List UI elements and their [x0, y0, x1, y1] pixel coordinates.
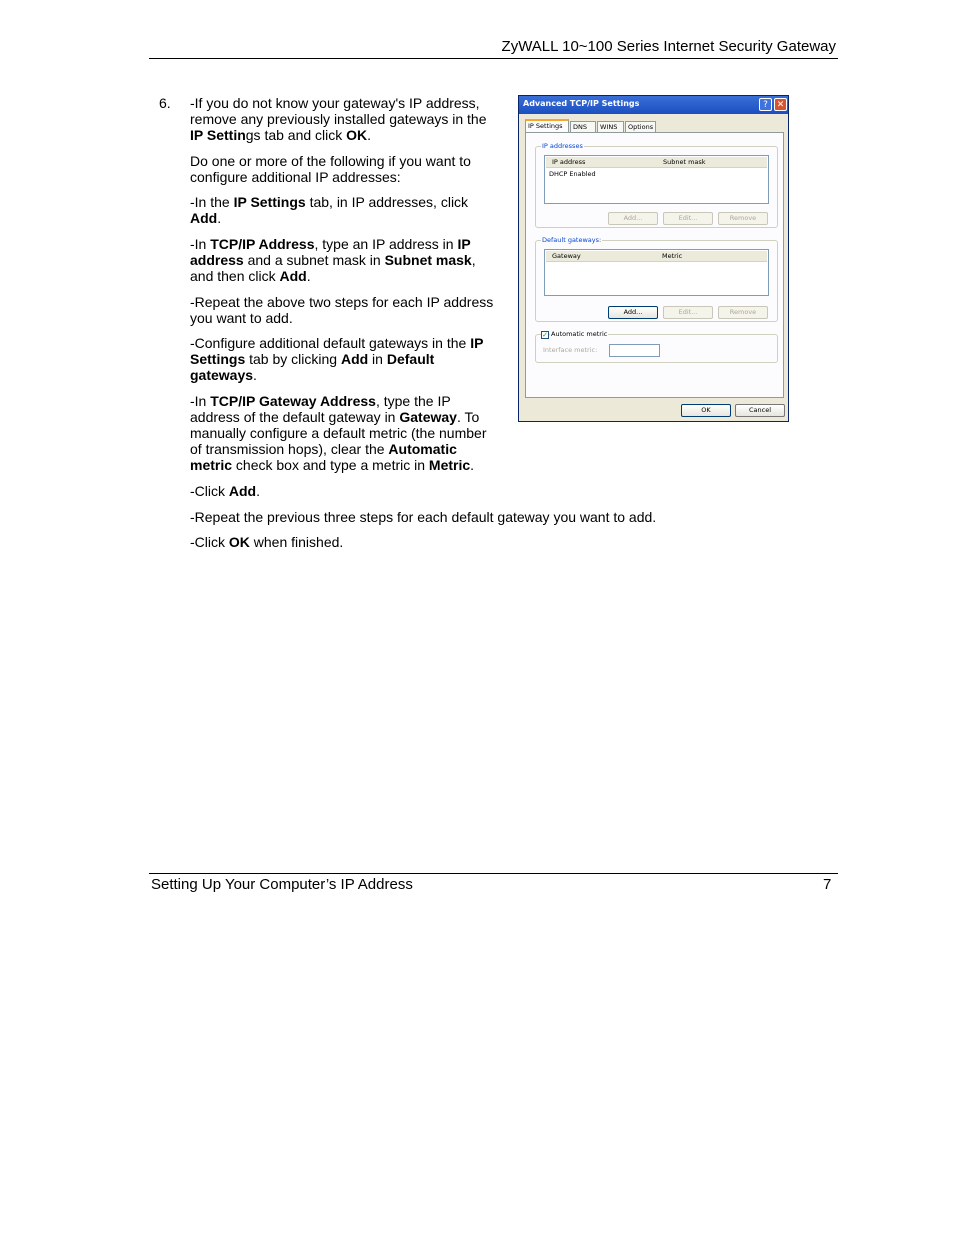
paragraph-repeat-ip: -Repeat the above two steps for each IP address you want to add. [190, 294, 494, 326]
tab-wins[interactable]: WINS [597, 121, 624, 132]
cancel-button[interactable]: Cancel [735, 404, 785, 417]
close-icon[interactable]: ✕ [774, 98, 787, 111]
step-number: 6. [159, 95, 171, 111]
interface-metric-input[interactable] [609, 344, 660, 357]
paragraph-gateway-address: -In TCP/IP Gateway Address, type the IP address of the default gateway in Gateway. To manually configure a default metric (the number of transmission hops), clear the Automatic metric check box and type a metric in Metric. [190, 393, 487, 473]
paragraph-configure-gateways: -Configure additional default gateways in the IP Settings tab by clicking Add in Default gateways. [190, 335, 484, 383]
paragraph-click-add: -Click Add. [190, 483, 260, 499]
paragraph-repeat-gateways: -Repeat the previous three steps for each default gateway you want to add. [190, 509, 657, 525]
col-gateway[interactable]: Gateway [552, 252, 581, 260]
automatic-metric-checkbox[interactable]: ✓ [542, 331, 548, 339]
help-icon[interactable]: ? [759, 98, 772, 111]
interface-metric-label: Interface metric: [543, 346, 598, 354]
paragraph-tcpip-address: -In TCP/IP Address, type an IP address in IP address and a subnet mask in Subnet mask, and then click Add. [190, 236, 476, 284]
automatic-metric-group [535, 330, 778, 363]
tab-options[interactable]: Options [625, 121, 656, 132]
list-item[interactable]: DHCP Enabled [549, 170, 596, 178]
tab-ip-settings[interactable]: IP Settings [525, 119, 569, 133]
paragraph-remove-gateways: -If you do not know your gateway's IP address, remove any previously installed gateways in the IP Settings tab and click OK. [190, 95, 487, 143]
footer-section-title: Setting Up Your Computer’s IP Address [151, 876, 413, 893]
ip-addresses-label: IP addresses [542, 142, 583, 150]
paragraph-do-one-or-more: Do one or more of the following if you want to configure additional IP addresses: [190, 153, 471, 185]
ip-addresses-group [535, 142, 778, 228]
footer-rule [149, 873, 838, 874]
gateway-list[interactable] [544, 249, 769, 296]
col-metric[interactable]: Metric [662, 252, 683, 260]
page-number: 7 [823, 876, 832, 893]
gateway-remove-button[interactable]: Remove [718, 306, 768, 319]
ip-list-header [546, 157, 767, 168]
automatic-metric-label: Automatic metric [551, 330, 608, 338]
gateway-add-button[interactable]: Add... [608, 306, 658, 319]
gateway-list-header [546, 251, 767, 262]
col-subnet-mask[interactable]: Subnet mask [663, 158, 706, 166]
ip-address-list[interactable] [544, 155, 769, 204]
ip-edit-button[interactable]: Edit... [663, 212, 713, 225]
advanced-tcpip-dialog [518, 95, 789, 422]
ok-button[interactable]: OK [681, 404, 731, 417]
ip-add-button[interactable]: Add... [608, 212, 658, 225]
paragraph-click-ok: -Click OK when finished. [190, 534, 344, 550]
running-header: ZyWALL 10~100 Series Internet Security Gateway [501, 38, 836, 55]
default-gateways-label: Default gateways: [542, 236, 602, 244]
ip-remove-button[interactable]: Remove [718, 212, 768, 225]
gateway-edit-button[interactable]: Edit... [663, 306, 713, 319]
paragraph-ip-settings-add: -In the IP Settings tab, in IP addresses, click Add. [190, 194, 469, 226]
col-ip-address[interactable]: IP address [552, 158, 586, 166]
tab-dns[interactable]: DNS [570, 121, 596, 132]
ip-settings-panel [525, 132, 784, 398]
dialog-title: Advanced TCP/IP Settings [523, 99, 640, 108]
dialog-titlebar [519, 96, 788, 114]
default-gateways-group [535, 236, 778, 322]
header-rule [149, 58, 838, 59]
